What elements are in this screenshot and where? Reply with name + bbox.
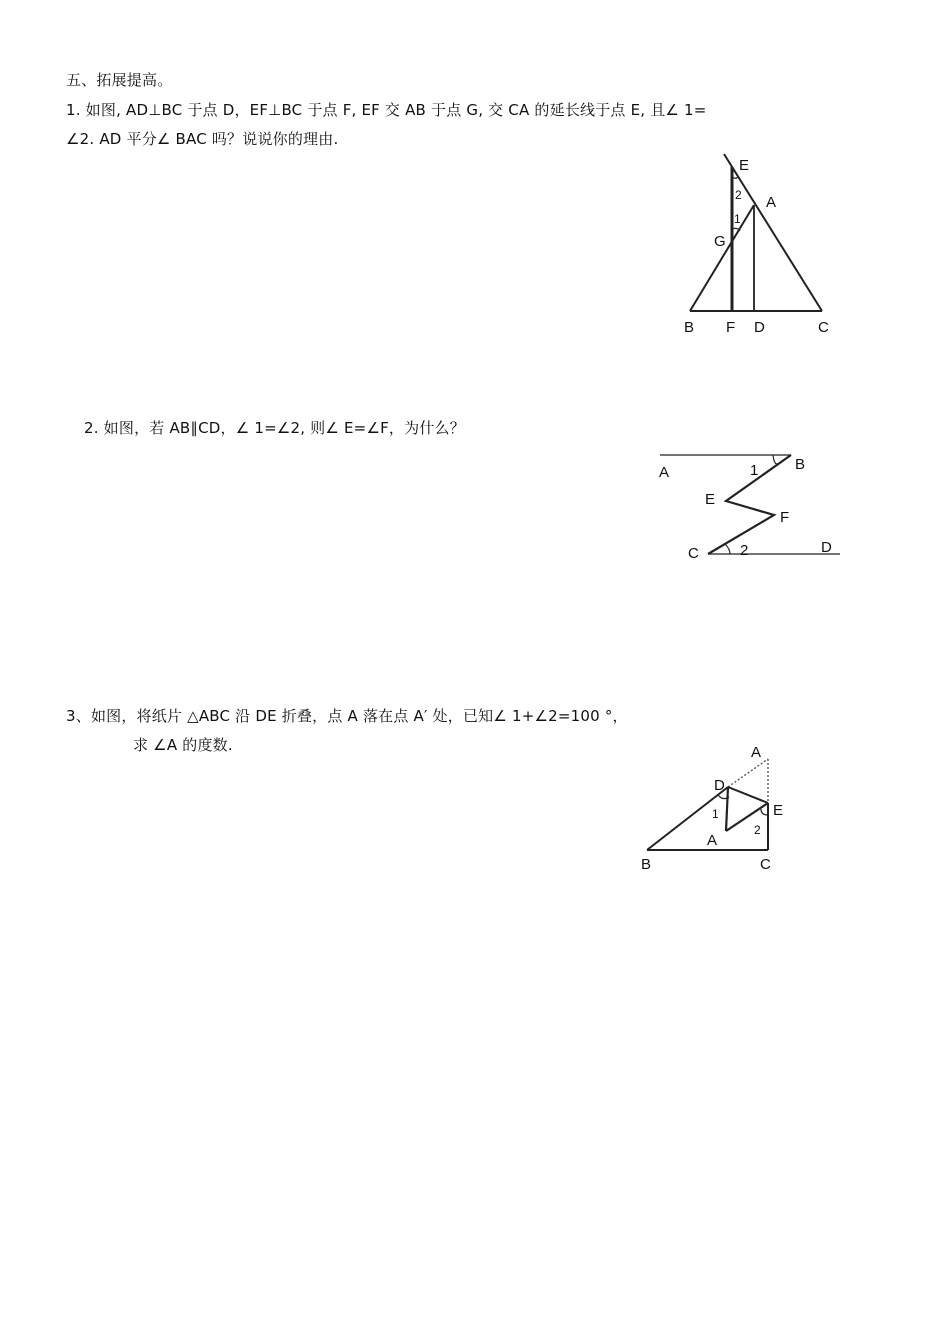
line-de: [728, 787, 768, 803]
problem3-text-line1: 3、如图，将纸片 △ABC 沿 DE 折叠，点 A 落在点 A′ 处，已知∠ 1+∠2=100 °，: [66, 707, 628, 725]
label-f: F: [780, 509, 790, 526]
angle-label-1: 1: [712, 807, 719, 821]
angle-label-1: 1: [750, 462, 759, 479]
problem1-figure: [670, 145, 850, 345]
problem2-text-line1: 2. 如图，若 AB∥CD，∠ 1=∠2, 则∠ E=∠F，为什么？: [84, 419, 465, 437]
label-e: E: [705, 491, 716, 508]
label-d: D: [714, 777, 725, 794]
section-heading: 五、拓展提高。: [66, 71, 173, 89]
problem3-figure: [630, 735, 800, 880]
label-b: B: [795, 456, 806, 473]
label-a-top: A: [751, 744, 762, 761]
angle-label-2: 2: [754, 823, 761, 837]
problem2-figure: [650, 445, 850, 570]
label-d: D: [821, 539, 832, 556]
angle-2-arc: [725, 544, 730, 554]
label-e: E: [739, 157, 750, 174]
line-d-afold: [726, 787, 728, 831]
label-a: A: [766, 194, 777, 211]
line-ba: [690, 205, 754, 311]
problem3-text-line2: 求 ∠A 的度数.: [133, 736, 233, 754]
label-b: B: [684, 319, 695, 336]
label-c: C: [688, 545, 699, 562]
angle-label-2: 2: [740, 542, 749, 559]
line-ec: [724, 154, 822, 311]
angle-1-arc: [773, 455, 778, 464]
angle-2-arc: [761, 809, 768, 815]
label-a-folded: A: [707, 832, 718, 849]
label-g: G: [714, 233, 726, 250]
label-c: C: [760, 856, 771, 873]
problem1-text-line2: ∠2. AD 平分∠ BAC 吗？说说你的理由.: [66, 130, 339, 148]
angle-label-1: 1: [734, 212, 741, 226]
label-b: B: [641, 856, 652, 873]
line-afold-e: [726, 803, 768, 831]
line-dashed-da: [728, 759, 768, 787]
label-a: A: [659, 464, 670, 481]
label-f: F: [726, 319, 736, 336]
angle-label-2: 2: [735, 188, 742, 202]
label-d: D: [754, 319, 765, 336]
problem1-text-line1: 1. 如图, AD⊥BC 于点 D，EF⊥BC 于点 F, EF 交 AB 于点 G, 交 CA 的延长线于点 E, 且∠ 1=: [66, 101, 707, 119]
label-e: E: [773, 802, 784, 819]
label-c: C: [818, 319, 829, 336]
